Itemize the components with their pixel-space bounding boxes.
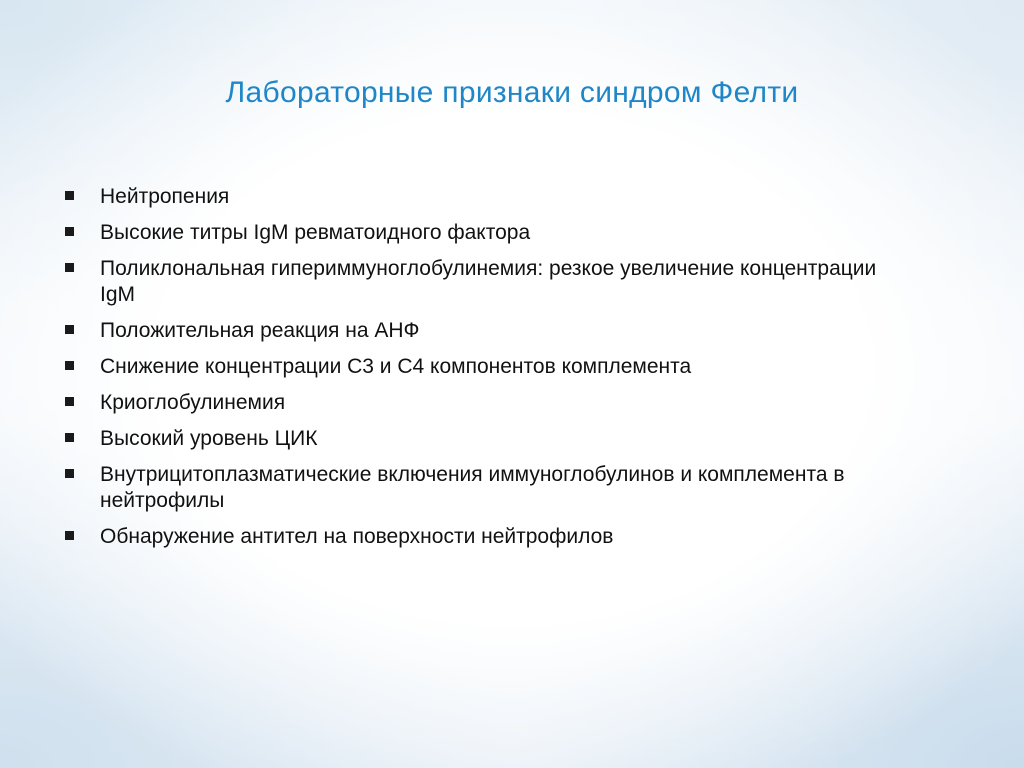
bullet-item [62, 184, 892, 210]
bullet-text: Высокий уровень ЦИК [100, 427, 318, 450]
bullet-item [62, 390, 892, 416]
square-bullet-icon [65, 531, 74, 540]
bullet-text: Снижение концентрации С3 и С4 компонентов комплемента [100, 355, 692, 378]
square-bullet-icon [65, 361, 74, 370]
bullet-list [62, 184, 892, 560]
bullet-text: Внутрицитоплазматические включения иммуноглобулинов и комплемента в нейтрофилы [100, 463, 845, 512]
bullet-text: Обнаружение антител на поверхности нейтрофилов [100, 525, 614, 548]
bullet-item [62, 220, 892, 246]
bullet-item [62, 426, 892, 452]
square-bullet-icon [65, 469, 74, 478]
square-bullet-icon [65, 325, 74, 334]
bullet-text: Положительная реакция на АНФ [100, 319, 420, 342]
bullet-item [62, 256, 892, 308]
square-bullet-icon [65, 191, 74, 200]
bullet-item [62, 354, 892, 380]
square-bullet-icon [65, 227, 74, 236]
bullet-text: Криоглобулинемия [100, 391, 286, 414]
bullet-item [62, 524, 892, 550]
slide-title: Лабораторные признаки синдром Фелти [225, 76, 799, 109]
bullet-item [62, 318, 892, 344]
square-bullet-icon [65, 397, 74, 406]
bullet-text: Нейтропения [100, 185, 230, 208]
square-bullet-icon [65, 263, 74, 272]
bullet-item [62, 462, 892, 514]
bullet-text: Поликлональная гипериммуноглобулинемия: резкое увеличение концентрации IgM [100, 257, 877, 306]
bullet-text: Высокие титры IgM ревматоидного фактора [100, 221, 531, 244]
square-bullet-icon [65, 433, 74, 442]
